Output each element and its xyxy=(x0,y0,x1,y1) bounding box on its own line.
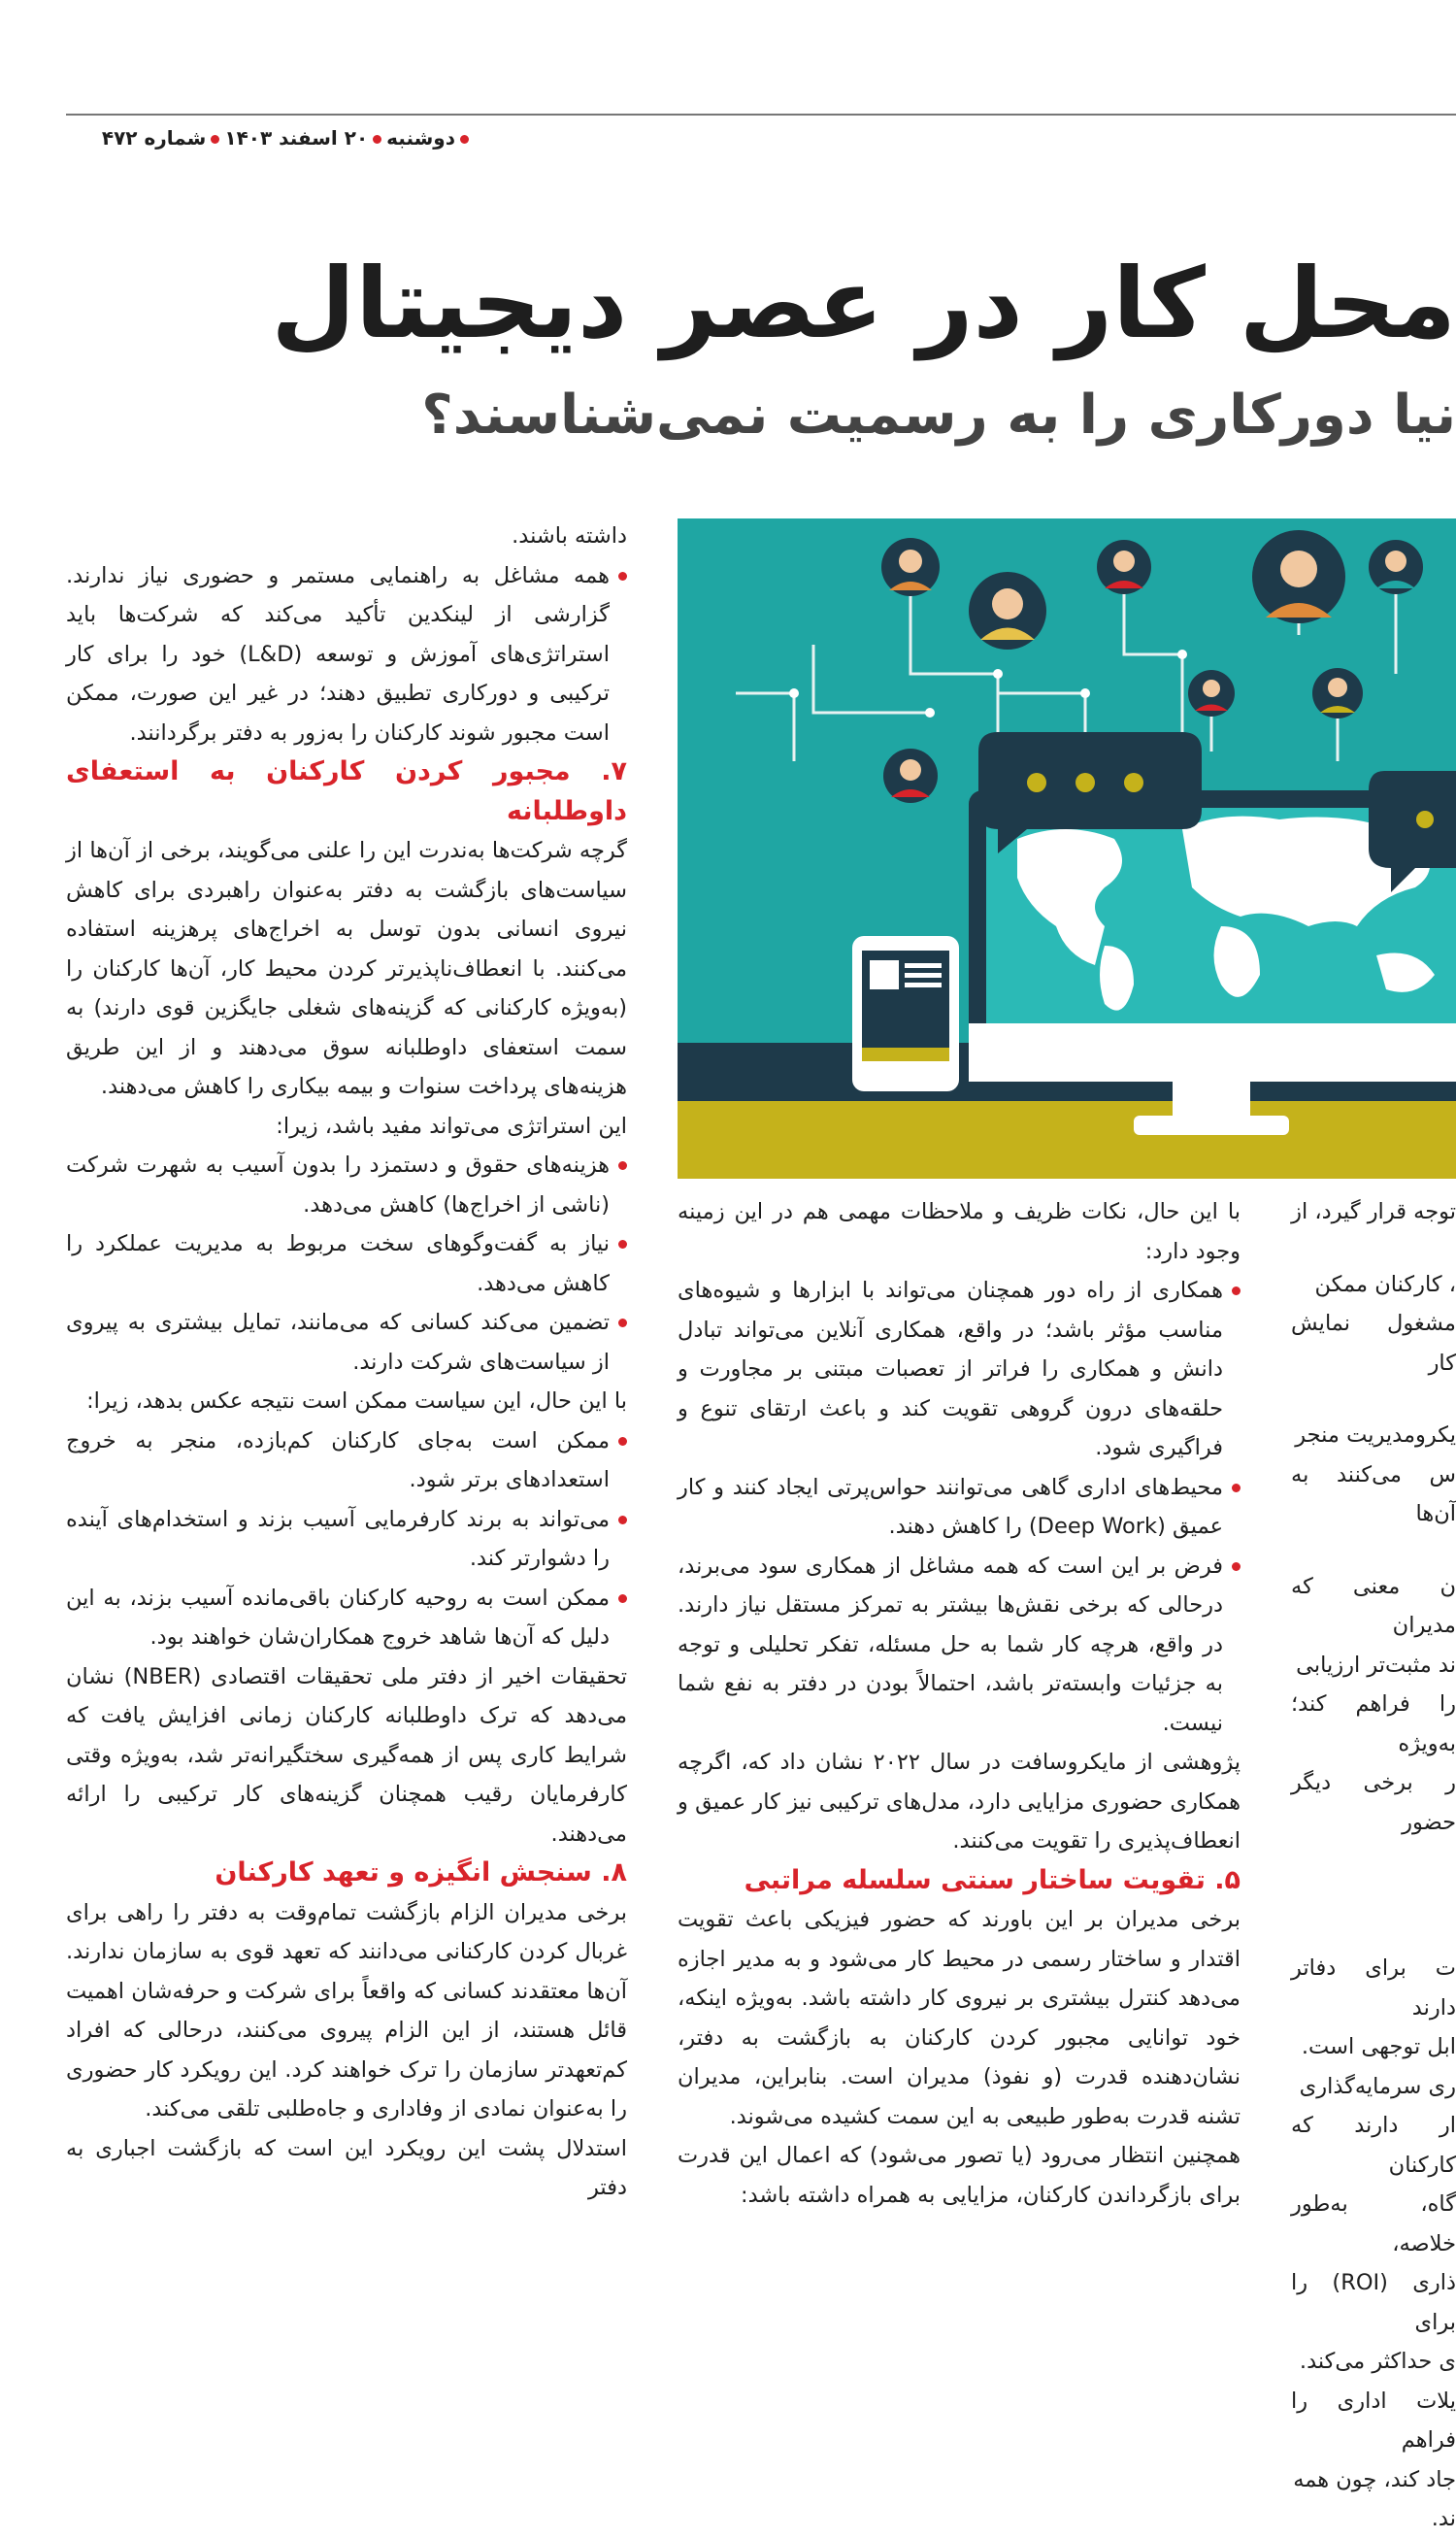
subheadline: نیا دورکاری را به رسمیت نمی‌شناسند؟ xyxy=(421,384,1456,447)
text-fragment: را فراهم کند؛ به‌ویژه xyxy=(1291,1691,1456,1756)
paragraph: با این حال، نکات ظریف و ملاحظات مهمی هم در این زمینه وجود دارد: xyxy=(678,1199,1241,1264)
bullet-item: ممکن است به‌جای کارکنان کم‌بازده، منجر به خروج استعدادهای برتر شود. xyxy=(66,1421,627,1500)
text-fragment: ن معنی که مدیران xyxy=(1291,1573,1456,1638)
paragraph: پژوهشی از مایکروسافت در سال ۲۰۲۲ نشان داد که، اگرچه همکاری حضوری مزایایی دارد، مدل‌های ترکیبی نیز کار عمیق و انعطاف‌پذیری را تقویت می‌کنند. xyxy=(678,1750,1241,1854)
paragraph: تحقیقات اخیر از دفتر ملی تحقیقات اقتصادی (NBER) نشان می‌دهد که ترک داوطلبانه کارکنان زمانی افزایش یافت که شرایط کاری پس از همه‌گیری سختگیرانه‌تر شد، به‌ویژه وقتی کارفرمایان رقیب همچنان گزینه‌های کار ترکیبی را ارائه می‌دهند. xyxy=(66,1663,627,1847)
text-fragment: ، کارکنان ممکن xyxy=(1314,1271,1456,1297)
text-fragment: یکرومدیریت منجر xyxy=(1295,1422,1456,1448)
issue-info xyxy=(66,126,474,150)
bullet-item: هزینه‌های حقوق و دستمزد را بدون آسیب به شهرت شرکت (ناشی از اخراج‌ها) کاهش می‌دهد. xyxy=(66,1146,627,1224)
text-fragment: جاد کند، چون همه xyxy=(1293,2466,1456,2492)
header-rule xyxy=(66,114,1456,116)
article-column-2 xyxy=(678,1192,1241,2215)
bullet-item: محیط‌های اداری گاهی می‌توانند حواس‌پرتی ایجاد کنند و کار عمیق (Deep Work) را کاهش دهند. xyxy=(678,1468,1241,1547)
article-column-1 xyxy=(66,517,627,2208)
bullet-dot-icon xyxy=(373,135,381,144)
remote-work-network-illustration xyxy=(678,518,1456,1179)
issue-day: دوشنبه xyxy=(386,126,455,150)
paragraph: با این حال، این سیاست ممکن است نتیجه عکس بدهد، زیرا: xyxy=(86,1388,627,1414)
text-fragment: ند مثبت‌تر ارزیابی xyxy=(1296,1652,1456,1678)
bullet-item: فرض بر این است که همه مشاغل از همکاری سود می‌برند، درحالی که برخی نقش‌ها بیشتر به تمرکز مستقل نیاز دارند. در واقع، هرچه کار شما به حل مسئله، تفکر تحلیلی و توجه به جزئیات وابسته‌تر باشد، احتمالاً بودن در دفتر به نفع شما نیست. xyxy=(678,1547,1241,1744)
paragraph: این استراتژی می‌تواند مفید باشد، زیرا: xyxy=(276,1113,627,1139)
article-column-3-cropped xyxy=(1291,1192,1456,2531)
text-fragment: ی حداکثر می‌کند. xyxy=(1299,2349,1456,2374)
text-fragment: ار دارند که کارکنان xyxy=(1291,2113,1456,2178)
text-fragment: ت برای دفاتر دارند xyxy=(1291,1955,1456,2021)
paragraph: برخی مدیران بر این باورند که حضور فیزیکی باعث تقویت اقتدار و ساختار رسمی در محیط کار می‌شود و به مدیر اجازه می‌دهد کنترل بیشتری بر نیروی کار داشته باشد. به‌ویژه اینکه، خود توانایی مجبور کردن کارکنان به بازگشت به دفتر، نشان‌دهنده قدرت (و نفوذ) مدیران است. بنابراین، مدیران تشنه قدرت به‌طور طبیعی به این سمت کشیده می‌شوند. xyxy=(678,1907,1241,2129)
headline: محل کار در عصر دیجیتال xyxy=(271,247,1456,360)
paragraph: داشته باشند. xyxy=(512,523,627,549)
text-fragment: ند. xyxy=(1431,2506,1456,2531)
bullet-item: همه مشاغل به راهنمایی مستمر و حضوری نیاز ندارند. گزارشی از لینکدین تأکید می‌کند که شرکت‌ها باید استراتژی‌های آموزش و توسعه (L&D) خود را برای کار ترکیبی و دورکاری تطبیق دهند؛ در غیر این صورت، ممکن است مجبور شوند کارکنان را به‌زور به دفتر برگردانند. xyxy=(66,556,627,753)
text-fragment: مشغول نمایش کار xyxy=(1291,1311,1456,1376)
bullet-item: همکاری از راه دور همچنان می‌تواند با ابزارها و شیوه‌های مناسب مؤثر باشد؛ در واقع، همکاری آنلاین می‌تواند تبادل دانش و همکاری را فراتر از تعصبات مبتنی بر مجاورت و حلقه‌های درون گروهی تقویت کند و باعث ارتقای تنوع و فراگیری شود. xyxy=(678,1271,1241,1468)
text-fragment: ذاری (ROI) را برای xyxy=(1291,2270,1456,2335)
section-heading-5: ۵. تقویت ساختار سنتی سلسله مراتبی xyxy=(744,1864,1241,1895)
bullet-item: نیاز به گفت‌وگوهای سخت مربوط به مدیریت عملکرد را کاهش می‌دهد. xyxy=(66,1224,627,1303)
bullet-item: می‌تواند به برند کارفرمایی آسیب بزند و استخدام‌های آینده را دشوارتر کند. xyxy=(66,1500,627,1579)
section-heading-7: ۷. مجبور کردن کارکنان به استعفای داوطلبانه xyxy=(66,756,627,826)
paragraph: استدلال پشت این رویکرد این است که بازگشت اجباری به دفتر xyxy=(66,2135,627,2200)
text-fragment: یلات اداری را فراهم xyxy=(1291,2388,1456,2453)
section-heading-8: ۸. سنجش انگیزه و تعهد کارکنان xyxy=(215,1857,627,1888)
issue-date: ۲۰ اسفند ۱۴۰۳ xyxy=(224,126,369,150)
paragraph: همچنین انتظار می‌رود (یا تصور می‌شود) که اعمال این قدرت برای بازگرداندن کارکنان، مزایایی به همراه داشته باشد: xyxy=(678,2143,1241,2208)
text-fragment: س می‌کنند به آن‌ها xyxy=(1291,1461,1456,1526)
text-fragment: ابل توجهی است. xyxy=(1301,2034,1456,2059)
bullet-item: ممکن است به روحیه کارکنان باقی‌مانده آسیب بزند، به این دلیل که آن‌ها شاهد خروج همکاران‌شان خواهند بود. xyxy=(66,1579,627,1657)
bullet-item: تضمین می‌کند کسانی که می‌مانند، تمایل بیشتری به پیروی از سیاست‌های شرکت دارند. xyxy=(66,1303,627,1382)
bullet-dot-icon xyxy=(460,135,469,144)
text-fragment: ر برخی دیگر حضور xyxy=(1291,1770,1456,1835)
paragraph: گرچه شرکت‌ها به‌ندرت این را علنی می‌گویند، برخی از آن‌ها از سیاست‌های بازگشت به دفتر به‌عنوان راهبردی برای کاهش نیروی انسانی بدون توسل به اخراج‌های پرهزینه استفاده می‌کنند. با انعطاف‌ناپذیرتر کردن محیط کار، آن‌ها کارکنان را (به‌ویژه کارکنانی که گزینه‌های شغلی جایگزین قوی دارند) به سمت استعفای داوطلبانه سوق می‌دهند و از این طریق هزینه‌های پرداخت سنوات و بیمه بیکاری را کاهش می‌دهند. xyxy=(66,838,627,1099)
text-fragment: گاه، به‌طور خلاصه، xyxy=(1291,2191,1456,2256)
issue-number: شماره ۴۷۲ xyxy=(101,126,207,150)
text-fragment: ری سرمایه‌گذاری xyxy=(1299,2073,1456,2099)
text-fragment: توجه قرار گیرد، از xyxy=(1291,1199,1456,1224)
bullet-dot-icon xyxy=(211,135,219,144)
paragraph: برخی مدیران الزام بازگشت تمام‌وقت به دفتر را راهی برای غربال کردن کارکنانی می‌دانند که تعهد قوی به سازمان ندارند. آن‌ها معتقدند کسانی که واقعاً برای شرکت و حرفه‌شان اهمیت قائل هستند، از این الزام پیروی می‌کنند، درحالی که افراد کم‌تعهدتر سازمان را ترک خواهند کرد. این رویکرد کار حضوری را به‌عنوان نمادی از وفاداری و جاه‌طلبی تلقی می‌کند. xyxy=(66,1899,627,2121)
